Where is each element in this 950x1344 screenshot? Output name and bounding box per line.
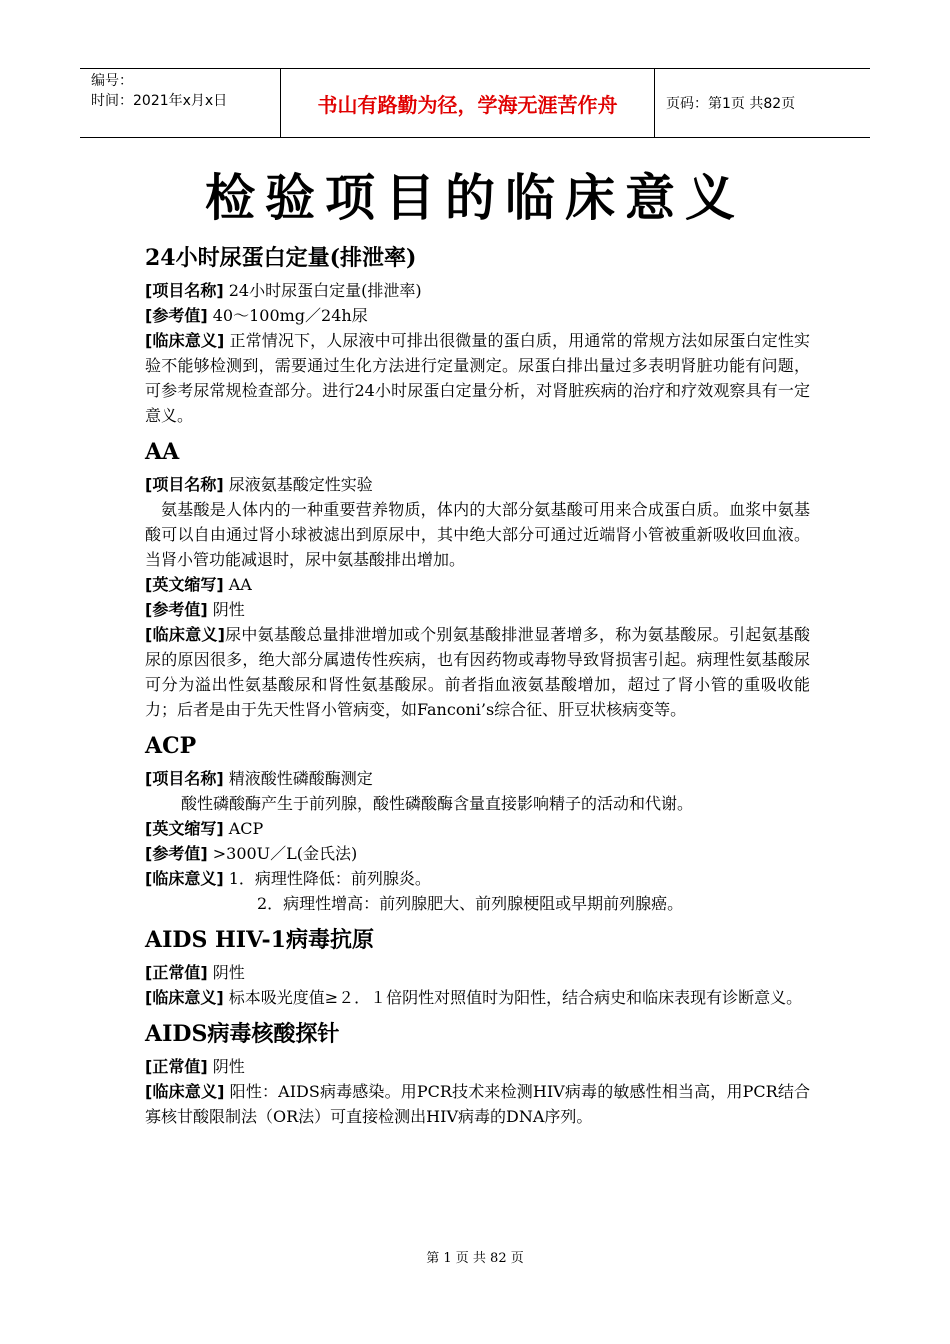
item-name: [项目名称] 尿液氨基酸定性实验 (145, 475, 373, 494)
section-heading: ACP (145, 733, 197, 759)
reference-value: [参考值] >300U／L(金氏法) (145, 844, 358, 863)
normal-value: [正常值] 阴性 (145, 963, 245, 982)
normal-value: [正常值] 阴性 (145, 1057, 245, 1076)
header-page-number: 页码：第1页 共82页 (666, 96, 796, 112)
item-name: [项目名称] 精液酸性磷酸酶测定 (145, 769, 373, 788)
clinical-significance: [临床意义] 1．病理性降低：前列腺炎。 (145, 869, 431, 888)
header-number: 编号： (91, 73, 133, 89)
item-description: 氨基酸是人体内的一种重要营养物质，体内的大部分氨基酸可用来合成蛋白质。血浆中氨基酸可以自由通过肾小球被滤出到原尿中，其中绝大部分可通过近端肾小管被重新吸收回血液。当肾小管功能减退时，尿中氨基酸排出增加。 (145, 500, 810, 569)
clinical-significance: [临床意义] 标本吸光度值≥２．１倍阴性对照值时为阳性，结合病史和临床表现有诊断意义。 (145, 988, 803, 1007)
reference-value: [参考值] 阴性 (145, 600, 245, 619)
section-heading: AIDS病毒核酸探针 (145, 1021, 340, 1047)
clinical-significance: [临床意义]尿中氨基酸总量排泄增加或个别氨基酸排泄显著增多，称为氨基酸尿。引起氨基酸尿的原因很多，绝大部分属遗传性疾病，也有因药物或毒物导致肾损害引起。病理性氨基酸尿可分为溢出性氨基酸尿和肾性氨基酸尿。前者指血液氨基酸增加，超过了肾小管的重吸收能力；后者是由于先天性肾小管病变，如Fanconi’s综合征、肝豆状核病变等。 (145, 625, 810, 719)
reference-value: [参考值] 40～100mg／24h尿 (145, 306, 368, 325)
clinical-significance-item-2: 2．病理性增高：前列腺肥大、前列腺梗阻或早期前列腺癌。 (257, 894, 684, 913)
header-meta (80, 69, 280, 137)
page-header (80, 68, 870, 138)
section-heading: 24小时尿蛋白定量(排泄率) (145, 245, 417, 271)
clinical-significance: [临床意义] 阳性：AIDS病毒感染。用PCR技术来检测HIV病毒的敏感性相当高，用PCR结合寡核甘酸限制法（OR法）可直接检测出HIV病毒的DNA序列。 (145, 1082, 810, 1126)
item-description: 酸性磷酸酶产生于前列腺，酸性磷酸酶含量直接影响精子的活动和代谢。 (181, 794, 694, 813)
section-acp (145, 726, 810, 916)
document-body (145, 238, 810, 1129)
header-time: 时间：2021年x月x日 (91, 93, 228, 109)
item-name: [项目名称] 24小时尿蛋白定量(排泄率) (145, 281, 422, 300)
section-heading: AA (145, 439, 180, 465)
section-aids-hiv1-antigen (145, 920, 810, 1010)
page-footer: 第 1 页 共 82 页 (426, 1251, 524, 1266)
section-24h-urine-protein (145, 238, 810, 428)
header-motto: 书山有路勤为径，学海无涯苦作舟 (317, 92, 618, 117)
page-title: 检验项目的临床意义 (205, 168, 745, 227)
english-abbreviation: [英文缩写] ACP (145, 819, 264, 838)
section-aa (145, 432, 810, 722)
section-heading: AIDS HIV-1病毒抗原 (145, 927, 374, 953)
header-divider (654, 69, 655, 137)
english-abbreviation: [英文缩写] AA (145, 575, 252, 594)
section-aids-nucleic-acid-probe (145, 1014, 810, 1129)
clinical-significance: [临床意义] 正常情况下，人尿液中可排出很微量的蛋白质，用通常的常规方法如尿蛋白定性实验不能够检测到，需要通过生化方法进行定量测定。尿蛋白排出量过多表明肾脏功能有问题，可参考尿常规检查部分。进行24小时尿蛋白定量分析，对肾脏疾病的治疗和疗效观察具有一定意义。 (145, 331, 810, 425)
